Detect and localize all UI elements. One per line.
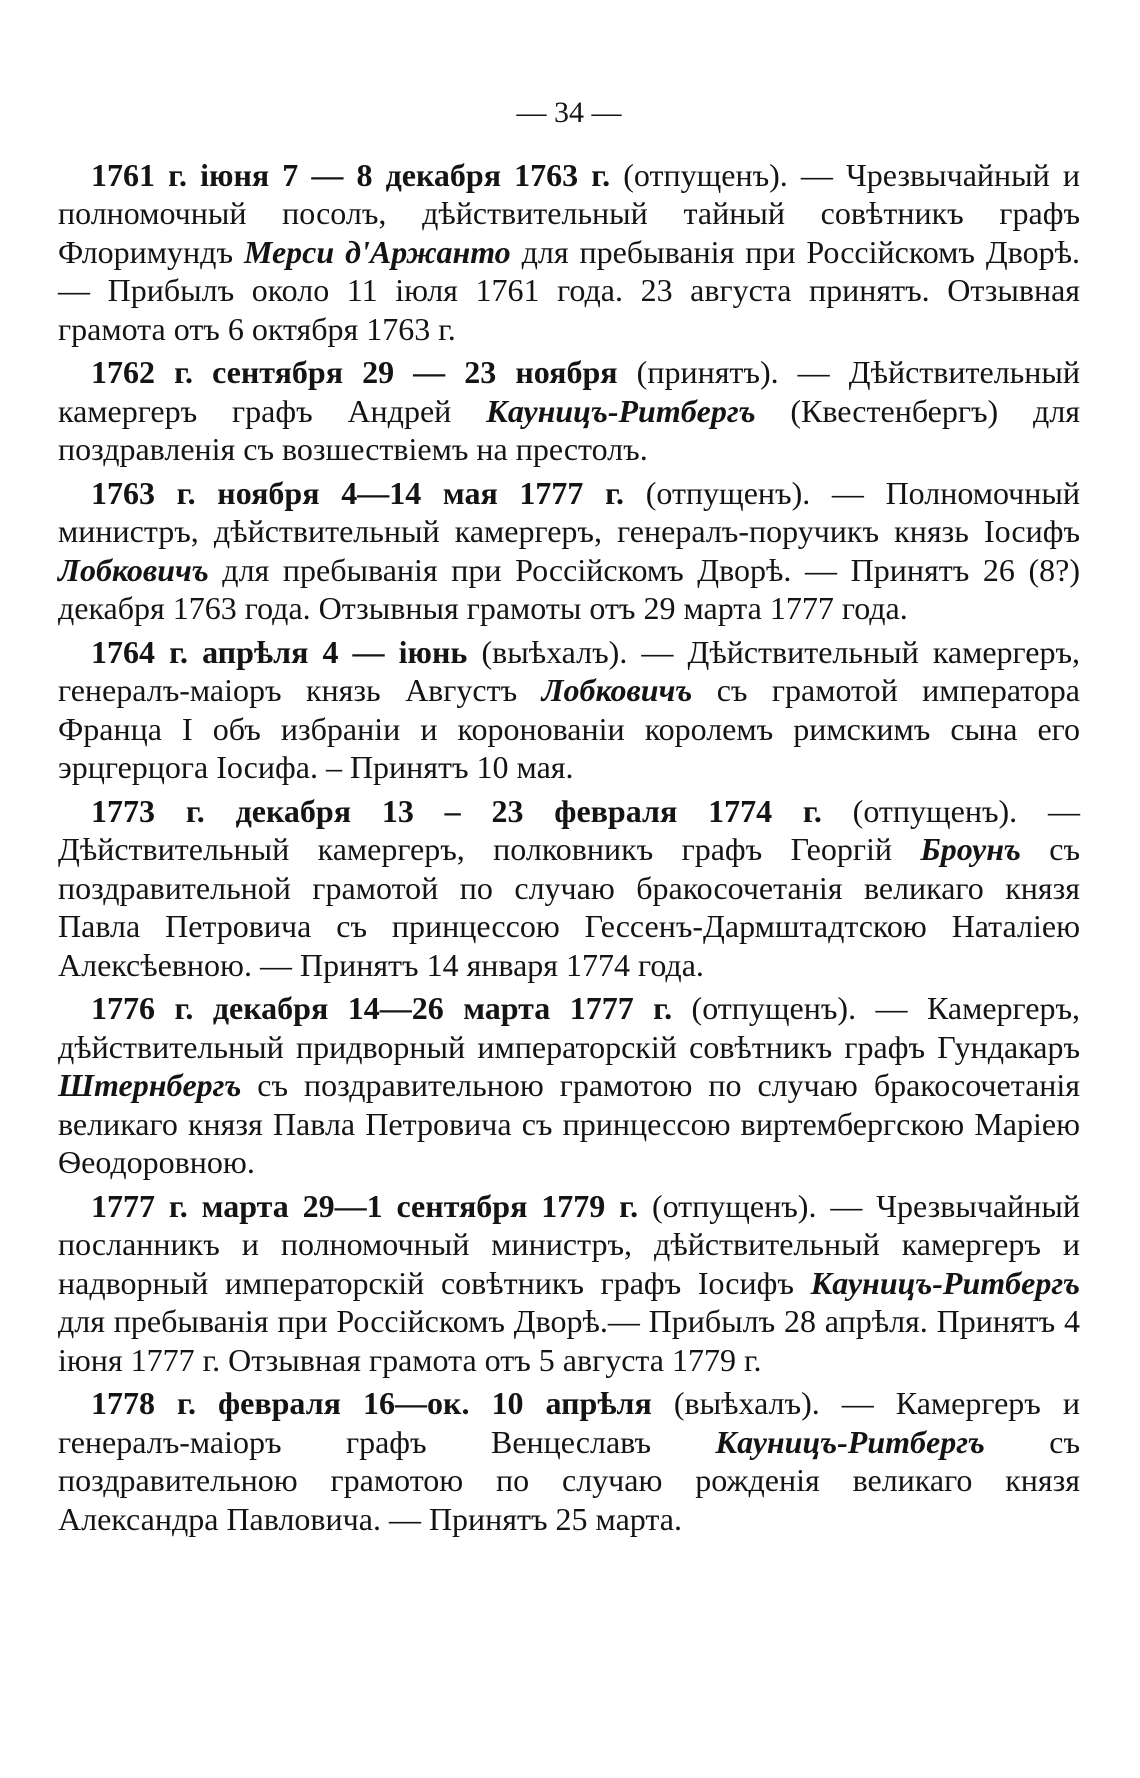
entry-person-name: Штернбергъ <box>58 1067 242 1103</box>
entry-status: (отпущенъ). — Чрезвычайный посланникъ и полномочный министръ, дѣйствительный камергеръ и надворный императорскій совѣтникъ графъ Іосифъ <box>58 1187 1081 1301</box>
entry-1764 <box>58 633 1080 787</box>
entry-person-name: Броунъ <box>920 831 1021 867</box>
entry-details: съ поздравительною грамотою по случаю рожденія великаго князя Александра Павловича. — Принятъ 25 марта. <box>58 1423 1081 1537</box>
entry-status: (отпущенъ). — Чрезвычайный и полномочный посолъ, дѣйствительный тайный совѣтникъ графъ Флоримундъ <box>58 156 1081 270</box>
entry-date: 1764 г. апрѣля 4 — іюнь <box>91 633 468 670</box>
entry-person-name: Кауницъ-Ритбергъ <box>715 1423 985 1460</box>
entry-1762 <box>58 353 1080 469</box>
entry-person-name: Лобковичъ <box>541 672 693 708</box>
entry-1778 <box>58 1384 1080 1538</box>
entry-details: для пребыванія при Россійскомъ Дворѣ.— Прибылъ 28 апрѣля. Принятъ 4 іюня 1777 г. Отзывная грамота отъ 5 августа 1779 г. <box>58 1303 1080 1378</box>
entry-1777 <box>58 1187 1080 1380</box>
entry-person-name: Кауницъ-Ритбергъ <box>810 1264 1080 1301</box>
document-page <box>58 94 1080 1543</box>
entry-date: 1778 г. февраля 16—ок. 10 апрѣля <box>91 1385 652 1421</box>
entry-details: съ грамотой императора Франца I объ избраніи и коронованіи королемъ римскимъ сына его эрцгерцога Іосифа. – Принятъ 10 мая. <box>58 672 1080 785</box>
entry-details: для пребыванія при Россійскомъ Дворѣ. — Прибылъ около 11 іюля 1761 года. 23 августа принятъ. Отзывная грамота отъ 6 октября 1763 г. <box>58 233 1081 347</box>
entry-person-name: Кауницъ-Ритбергъ <box>486 392 756 429</box>
entry-date: 1777 г. марта 29—1 сентября 1779 г. <box>91 1187 639 1224</box>
entry-status: (выѣхалъ). — Дѣйствительный камергеръ, генералъ-маіоръ князь Августъ <box>58 633 1081 708</box>
entry-status: (отпущенъ). — Дѣйствительный камергеръ, полковникъ графъ Георгій <box>58 792 1081 867</box>
entry-date: 1776 г. декабря 14—26 марта 1777 г. <box>91 990 673 1026</box>
entry-1763 <box>58 474 1080 628</box>
entry-1776 <box>58 989 1080 1182</box>
entry-person-name: Мерси д'Аржанто <box>243 233 511 270</box>
entry-details: (Квестенбергъ) для поздравленія съ возшествіемъ на престолъ. <box>58 392 1080 467</box>
entry-details: съ поздравительною грамотою по случаю бракосочетанія великаго князя Павла Петровича съ принцессою виртембергскою Маріею Ѳеодоровною. <box>58 1067 1080 1180</box>
entry-1761 <box>58 156 1080 349</box>
entry-date: 1761 г. іюня 7 — 8 декабря 1763 г. <box>91 156 611 193</box>
entry-status: (принятъ). — Дѣйствительный камергеръ графъ Андрей <box>58 354 1081 429</box>
entry-date: 1763 г. ноября 4—14 мая 1777 г. <box>91 474 625 511</box>
entry-date: 1773 г. декабря 13 – 23 февраля 1774 г. <box>91 792 822 829</box>
entry-status: (отпущенъ). — Камергеръ, дѣйствительный придворный императорскій совѣтникъ графъ Гундакаръ <box>58 990 1081 1065</box>
entry-1773 <box>58 792 1080 985</box>
page-number: — 34 — <box>516 96 622 129</box>
entry-status: (отпущенъ). — Полномочный министръ, дѣйствительный камергеръ, генералъ-поручикъ князь Іосифъ <box>58 474 1081 549</box>
entry-date: 1762 г. сентября 29 — 23 ноября <box>91 354 618 390</box>
entry-details: съ поздравительной грамотой по случаю бракосочетанія великаго князя Павла Петровича съ принцессою Гессенъ-Дармштадтскою Наталіею Алексѣевною. — Принятъ 14 января 1774 года. <box>58 831 1080 983</box>
entry-status: (выѣхалъ). — Камергеръ и генералъ-маіоръ графъ Венцеславъ <box>58 1385 1081 1460</box>
entry-person-name: Лобковичъ <box>58 551 209 588</box>
entry-details: для пребыванія при Россійскомъ Дворѣ. — Принятъ 26 (8?) декабря 1763 года. Отзывныя грамоты отъ 29 марта 1777 года. <box>58 551 1080 626</box>
